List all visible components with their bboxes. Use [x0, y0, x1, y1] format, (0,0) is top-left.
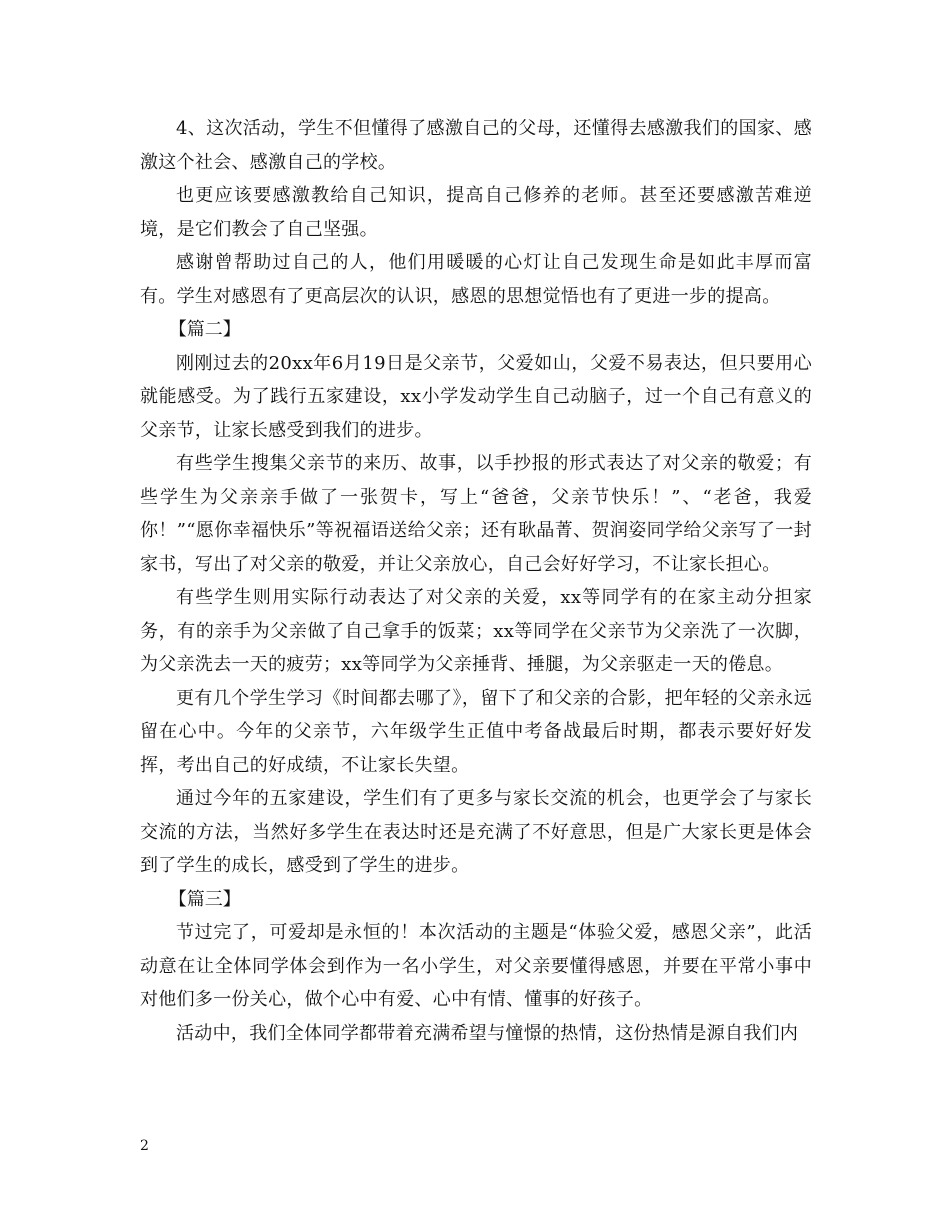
- page-number: 2: [140, 1138, 149, 1154]
- document-body: [140, 112, 812, 1050]
- paragraph: 有些学生则用实际行动表达了对父亲的关爱，xx等同学有的在家主动分担家务，有的亲手为父亲做了自己拿手的饭菜；xx等同学在父亲节为父亲洗了一次脚，为父亲洗去一天的疲劳；xx等同学为父亲捶背、捶腿，为父亲驱走一天的倦息。: [140, 587, 812, 675]
- paragraph: 4、这次活动，学生不但懂得了感激自己的父母，还懂得去感激我们的国家、感激这个社会、感激自己的学校。: [140, 118, 812, 173]
- paragraph: 活动中，我们全体同学都带着充满希望与憧憬的热情，这份热情是源自我们内: [176, 1022, 799, 1044]
- paragraph: 更有几个学生学习《时间都去哪了》，留下了和父亲的合影，把年轻的父亲永远留在心中。今年的父亲节，六年级学生正值中考备战最后时期，都表示要好好发挥，考出自己的好成绩，不让家长失望。: [140, 687, 812, 776]
- paragraph: 也更应该要感激教给自己知识，提高自己修养的老师。甚至还要感激苦难逆境，是它们教会了自己坚强。: [140, 185, 812, 240]
- paragraph: 刚刚过去的20xx年6月19日是父亲节，父爱如山，父爱不易表达，但只要用心就能感受。为了践行五家建设，xx小学发动学生自己动脑子，过一个自己有意义的父亲节，让家长感受到我们的进步。: [140, 352, 812, 441]
- paragraph: 节过完了，可爱却是永恒的！本次活动的主题是“体验父爱，感恩父亲”，此活动意在让全体同学体会到作为一名小学生，对父亲要懂得感恩，并要在平常小事中对他们多一份关心，做个心中有爱、心中有情、懂事的好孩子。: [140, 922, 812, 1010]
- paragraph: 有些学生搜集父亲节的来历、故事，以手抄报的形式表达了对父亲的敬爱；有些学生为父亲亲手做了一张贺卡，写上“爸爸，父亲节快乐！”、“老爸，我爱你！”“愿你幸福快乐”等祝福语送给父亲；还有耿晶菁、贺润姿同学给父亲写了一封家书，写出了对父亲的敬爱，并让父亲放心，自己会好好学习，不让家长担心。: [140, 453, 812, 575]
- section-heading: 【篇二】: [168, 319, 241, 340]
- paragraph: 感谢曾帮助过自己的人，他们用暖暖的心灯让自己发现生命是如此丰厚而富有。学生对感恩有了更高层次的认识，感恩的思想觉悟也有了更进一步的提高。: [140, 252, 812, 307]
- section-heading: 【篇三】: [168, 888, 241, 910]
- paragraph: 通过今年的五家建设，学生们有了更多与家长交流的机会，也更学会了与家长交流的方法，当然好多学生在表达时还是充满了不好意思，但是广大家长更是体会到了学生的成长，感受到了学生的进步。: [140, 788, 812, 876]
